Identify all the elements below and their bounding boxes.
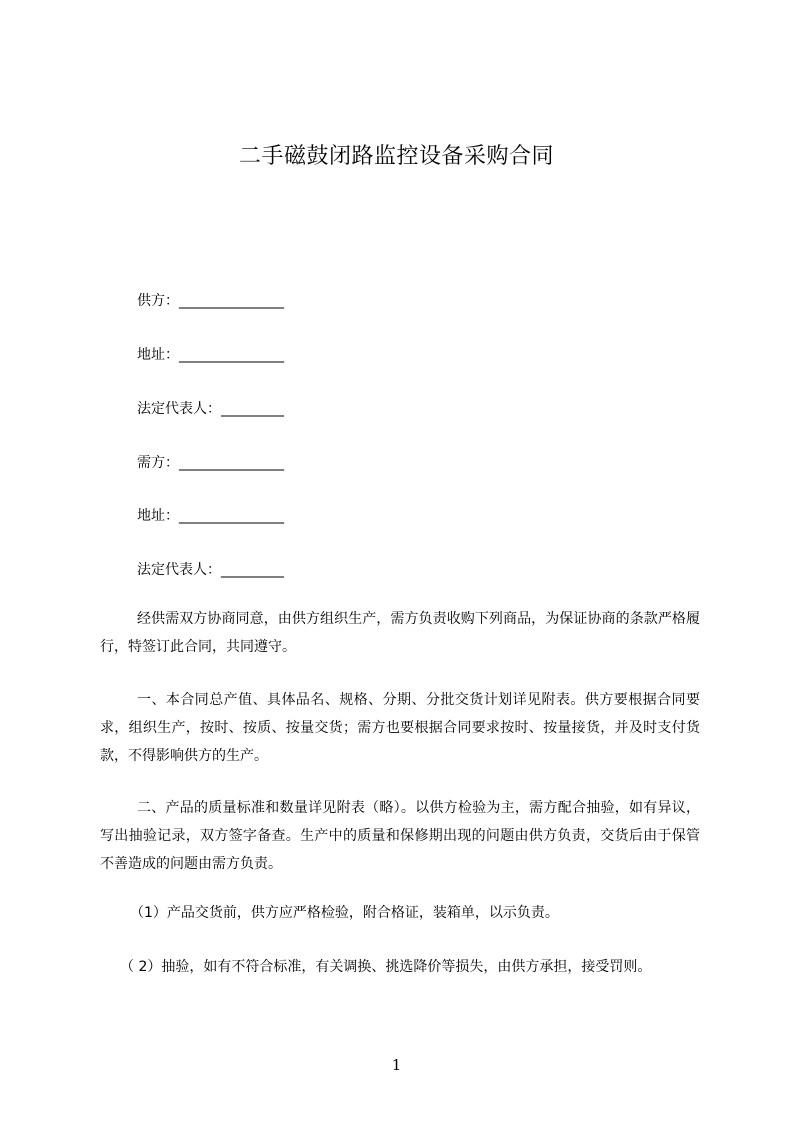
buyer-blank: _______________ — [179, 455, 284, 471]
supplier-representative-label: 法定代表人： — [137, 401, 221, 417]
document-title: 二手磁鼓闭路监控设备采购合同 — [238, 144, 554, 169]
supplier-representative-blank: _________ — [221, 401, 284, 417]
supplier-representative-field — [137, 399, 284, 419]
supplier-label: 供方： — [137, 293, 179, 309]
preamble-paragraph: 经供需双方协商同意，由供方组织生产，需方负责收购下列商品，为保证协商的条款严格履行，特签订此合同，共同遵守。 — [100, 611, 700, 655]
buyer-address-label: 地址： — [137, 508, 179, 524]
clause-2-paragraph: 二、产品的质量标准和数量详见附表（略）。以供方检验为主，需方配合抽验，如有异议，写出抽验记录，双方签字备查。生产中的质量和保修期出现的问题由供方负责，交货后由于保管不善造成的问题由需方负责。 — [100, 800, 700, 872]
supplier-field — [137, 291, 284, 311]
page-number: 1 — [391, 1056, 402, 1074]
clause-2-item-1-paragraph: （1）产品交货前，供方应严格检验，附合格证，装箱单，以示负责。 — [130, 905, 559, 921]
buyer-representative-label: 法定代表人： — [137, 562, 221, 578]
supplier-address-field — [137, 345, 284, 365]
clause-2-item-2-paragraph: （ 2）抽验，如有不符合标准，有关调换、挑选降价等损失，由供方承担，接受罚则。 — [120, 959, 652, 975]
buyer-address-blank: _______________ — [179, 508, 284, 524]
buyer-representative-blank: _________ — [221, 562, 284, 578]
supplier-blank: _______________ — [179, 293, 284, 309]
supplier-address-blank: _______________ — [179, 347, 284, 363]
buyer-label: 需方： — [137, 455, 179, 471]
clause-1-paragraph: 一、本合同总产值、具体品名、规格、分期、分批交货计划详见附表。供方要根据合同要求，组织生产，按时、按质、按量交货；需方也要根据合同要求按时、按量接货，并及时支付货款，不得影响供方的生产。 — [100, 692, 700, 764]
buyer-field — [137, 453, 284, 473]
buyer-address-field — [137, 506, 284, 526]
supplier-address-label: 地址： — [137, 347, 179, 363]
buyer-representative-field — [137, 560, 284, 580]
